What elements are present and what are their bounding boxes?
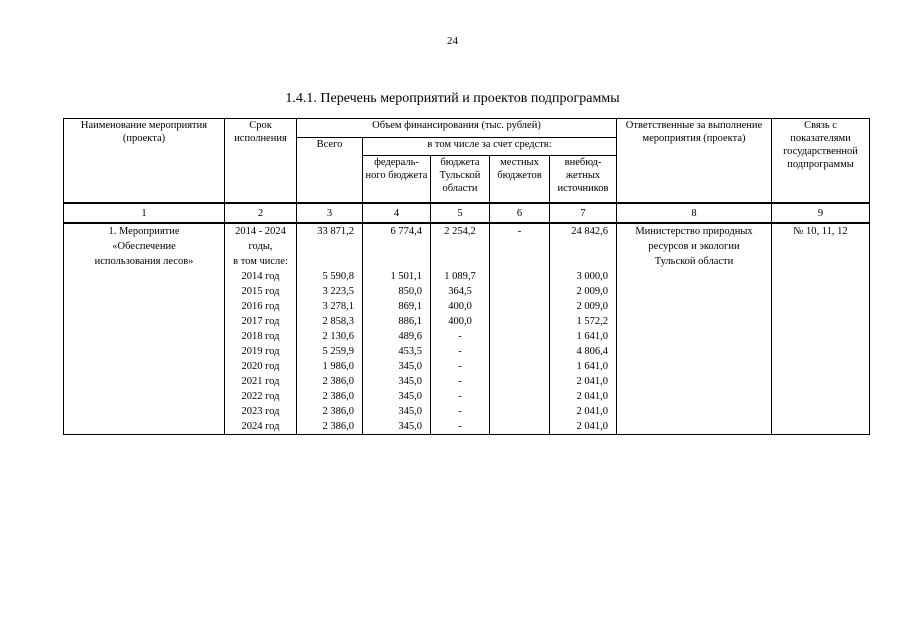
cell-extra bbox=[550, 223, 617, 435]
cell-line: 2020 год bbox=[241, 361, 280, 372]
cell-line: 2022 год bbox=[241, 391, 280, 402]
header-regional: бюджета Тульской области bbox=[431, 156, 490, 204]
cell-line: 886,1 bbox=[398, 316, 422, 327]
header-total: Всего bbox=[297, 138, 363, 204]
cell-name bbox=[64, 223, 225, 435]
cell-term bbox=[225, 223, 297, 435]
cell-line: - bbox=[458, 331, 462, 342]
cell-line: - bbox=[458, 406, 462, 417]
cell-line: 2018 год bbox=[241, 331, 280, 342]
table-row bbox=[64, 223, 870, 435]
cell-line: ресурсов и экологии bbox=[648, 241, 740, 252]
cell-line: 2 386,0 bbox=[322, 406, 354, 417]
column-number: 7 bbox=[550, 203, 617, 223]
cell-line: 1 641,0 bbox=[576, 361, 608, 372]
page-number: 24 bbox=[447, 35, 458, 47]
cell-line: 5 590,8 bbox=[322, 271, 354, 282]
cell-line: 2 130,6 bbox=[322, 331, 354, 342]
header-responsible: Ответственные за выполнение мероприятия (проекта) bbox=[617, 119, 772, 204]
cell-line: 345,0 bbox=[398, 361, 422, 372]
measures-table bbox=[63, 118, 870, 435]
cell-line bbox=[299, 254, 360, 269]
cell-line: 489,6 bbox=[398, 331, 422, 342]
cell-line: - bbox=[458, 421, 462, 432]
cell-line: 345,0 bbox=[398, 391, 422, 402]
cell-line: 2 041,0 bbox=[576, 421, 608, 432]
cell-line: 453,5 bbox=[398, 346, 422, 357]
header-funding: Объем финансирования (тыс. рублей) bbox=[297, 119, 617, 138]
cell-line: 33 871,2 bbox=[317, 226, 354, 237]
cell-line: 869,1 bbox=[398, 301, 422, 312]
cell-line: 400,0 bbox=[448, 316, 472, 327]
cell-line bbox=[433, 254, 487, 269]
cell-line: 4 806,4 bbox=[576, 346, 608, 357]
column-number: 6 bbox=[490, 203, 550, 223]
cell-line: - bbox=[517, 226, 522, 237]
column-number: 1 bbox=[64, 203, 225, 223]
header-extra: внебюд-жетных источников bbox=[550, 156, 617, 204]
cell-line: 24 842,6 bbox=[571, 226, 608, 237]
column-number: 8 bbox=[617, 203, 772, 223]
cell-line: «Обеспечение bbox=[112, 241, 176, 252]
cell-line: 2 009,0 bbox=[576, 301, 608, 312]
cell-line: 2 041,0 bbox=[576, 391, 608, 402]
cell-line: - bbox=[458, 346, 462, 357]
cell-line: 2 041,0 bbox=[576, 376, 608, 387]
cell-line: - bbox=[458, 376, 462, 387]
cell-line: Тульской области bbox=[654, 256, 734, 267]
cell-local bbox=[490, 223, 550, 435]
cell-line: 2 386,0 bbox=[322, 391, 354, 402]
cell-responsible bbox=[617, 223, 772, 435]
cell-line: 400,0 bbox=[448, 301, 472, 312]
cell-line: 2024 год bbox=[241, 421, 280, 432]
column-number: 5 bbox=[431, 203, 490, 223]
cell-line: 3 278,1 bbox=[322, 301, 354, 312]
cell-line: - bbox=[458, 361, 462, 372]
cell-line: 2019 год bbox=[241, 346, 280, 357]
column-number: 2 bbox=[225, 203, 297, 223]
cell-line: 1. Мероприятие bbox=[108, 226, 180, 237]
cell-link bbox=[772, 223, 870, 435]
cell-line: 6 774,4 bbox=[390, 226, 422, 237]
cell-line: 2 858,3 bbox=[322, 316, 354, 327]
cell-federal bbox=[363, 223, 431, 435]
link-text: № 10, 11, 12 bbox=[793, 226, 848, 237]
cell-line: 2014 - 2024 bbox=[235, 226, 286, 237]
column-numbers-row bbox=[64, 203, 870, 223]
cell-line bbox=[365, 239, 428, 254]
column-number: 3 bbox=[297, 203, 363, 223]
cell-regional bbox=[431, 223, 490, 435]
header-including: в том числе за счет средств: bbox=[363, 138, 617, 156]
column-number: 4 bbox=[363, 203, 431, 223]
cell-line: 1 501,1 bbox=[390, 271, 422, 282]
cell-line: 2016 год bbox=[241, 301, 280, 312]
cell-line bbox=[299, 239, 360, 254]
cell-line: 1 572,2 bbox=[576, 316, 608, 327]
cell-line: 3 223,5 bbox=[322, 286, 354, 297]
cell-line: 2 254,2 bbox=[444, 226, 476, 237]
cell-line: 2015 год bbox=[241, 286, 280, 297]
cell-line: 345,0 bbox=[398, 376, 422, 387]
cell-line: 2 009,0 bbox=[576, 286, 608, 297]
cell-line: 5 259,9 bbox=[322, 346, 354, 357]
cell-line: 2 041,0 bbox=[576, 406, 608, 417]
cell-line: - bbox=[458, 391, 462, 402]
cell-line: 2 386,0 bbox=[322, 421, 354, 432]
cell-line: Министерство природных bbox=[635, 226, 753, 237]
cell-line: 1 089,7 bbox=[444, 271, 476, 282]
cell-line: 2021 год bbox=[241, 376, 280, 387]
cell-total bbox=[297, 223, 363, 435]
page-title: 1.4.1. Перечень мероприятий и проектов подпрограммы bbox=[285, 91, 620, 106]
cell-line: в том числе: bbox=[233, 256, 288, 267]
cell-line: 2 386,0 bbox=[322, 376, 354, 387]
cell-line: годы, bbox=[248, 241, 273, 252]
cell-line bbox=[433, 239, 487, 254]
cell-line: 1 986,0 bbox=[322, 361, 354, 372]
column-number: 9 bbox=[772, 203, 870, 223]
cell-line: 345,0 bbox=[398, 406, 422, 417]
cell-line: 2014 год bbox=[241, 271, 280, 282]
cell-line: 2017 год bbox=[241, 316, 280, 327]
cell-line: 3 000,0 bbox=[576, 271, 608, 282]
header-term: Срок исполнения bbox=[225, 119, 297, 204]
cell-line: 364,5 bbox=[448, 286, 472, 297]
cell-line: 2023 год bbox=[241, 406, 280, 417]
cell-line: 1 641,0 bbox=[576, 331, 608, 342]
cell-line bbox=[552, 239, 614, 254]
cell-line bbox=[552, 254, 614, 269]
header-link: Связь с показателями государственной подпрограммы bbox=[772, 119, 870, 204]
header-name: Наименование мероприятия (проекта) bbox=[64, 119, 225, 204]
header-local: местных бюджетов bbox=[490, 156, 550, 204]
cell-line: 345,0 bbox=[398, 421, 422, 432]
cell-line: 850,0 bbox=[398, 286, 422, 297]
cell-line bbox=[365, 254, 428, 269]
cell-line: использования лесов» bbox=[94, 256, 194, 267]
header-federal: федераль-ного бюджета bbox=[363, 156, 431, 204]
